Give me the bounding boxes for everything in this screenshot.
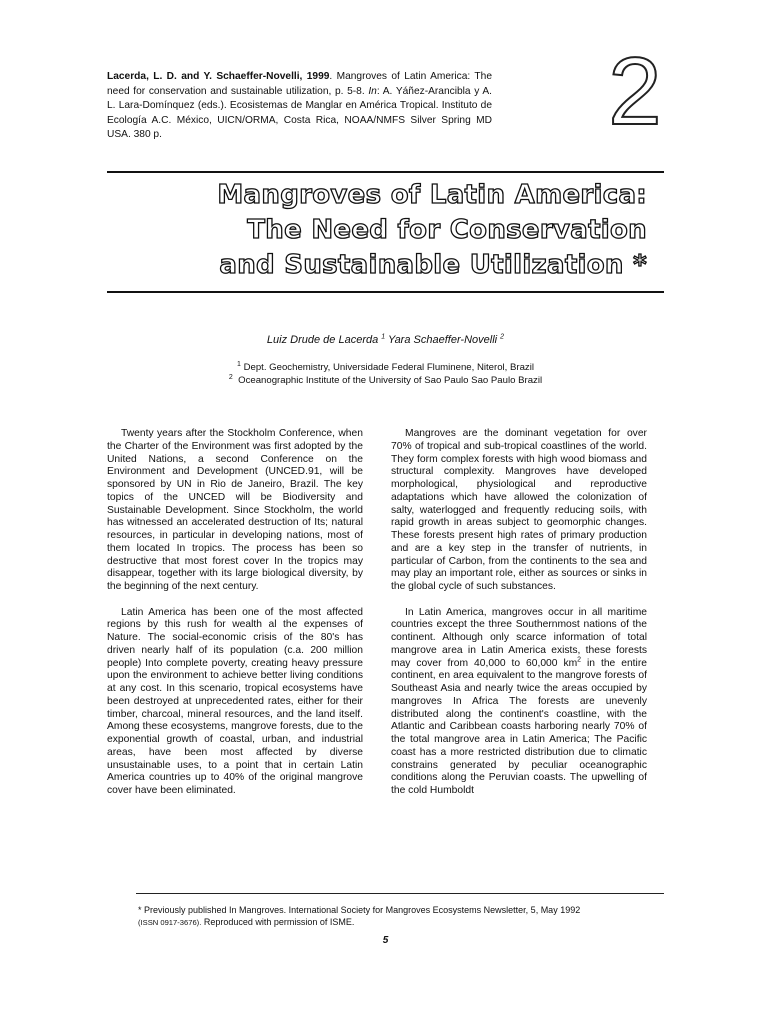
title-line-3: and Sustainable Utilization * [219, 250, 647, 280]
footnote-line-2: (ISSN 0917-3676). Reproduced with permission of ISME. [138, 917, 355, 927]
page-number: 5 [382, 935, 389, 946]
citation [107, 70, 492, 143]
title-rule-bottom [107, 291, 664, 293]
affiliations [107, 361, 664, 387]
citation-authors: Lacerda, L. D. and Y. Schaeffer-Novelli, 1999 [107, 71, 330, 82]
paragraph: In Latin America, mangroves occur in all maritime countries except the three Southernmost nations of the continent. Although only scarce information of total mangrove area in Latin America exists, these forests may cover from 40,000 to 60,000 $km^2$ in the entire continent, en area equivalent to the mangrove forests of Southeast Asia and nearly twice the areas occupied by mangroves In Africa The forests are unevenly distributed along the continent's coastline, with the Atlantic and Caribbean coasts harboring nearly 70% of the total mangrove area in Latin America; The Pacific coast has a more restricted distribution due to climatic constrains generated by peculiar oceanographic conditions along the Peruvian coasts. The upwelling of the cold Humboldt [391, 606, 647, 796]
chapter-number: 2 [608, 38, 662, 145]
citation-in-label: In [368, 85, 377, 97]
citation-text-1: . Mangroves of Latin America: The need for conservation and sustainable utilization, p. 5-8. [107, 71, 492, 97]
author-2: Yara Schaeffer-Novelli [388, 334, 498, 346]
authors [107, 334, 664, 346]
paragraph: Mangroves are the dominant vegetation for over 70% of tropical and sub-tropical coastlines of the world. They form complex forests with high wood biomass and structural complexity. Mangroves have developed morphological, physiological and reproductive adaptations which have allowed the colonization of salty, waterlogged and frequently reducing soils, with rapid growth in areas subject to geomorphic changes. These forests present high rates of primary production and are a key step in the transfer of nutrients, in particular of Carbon, from the continents to the sea and may play an important role, either as sources or sinks in the global cycle of such substances. [391, 428, 647, 592]
article-title [200, 178, 647, 283]
title-rule-top [107, 171, 664, 173]
author-2-sup: 2 [500, 333, 505, 341]
affiliation-2: $^2$ Oceanographic Institute of the University of Sao Paulo Sao Paulo Brazil [228, 373, 543, 386]
author-1-sup: 1 [381, 333, 386, 341]
citation-text-2: : A. Yáñez-Arancibla y A. L. Lara-Domínquez (eds.). Ecosistemas de Manglar en América Tropical. Instituto de Ecología A.C. México, UICN/ORMA, Costa Rica, NOAA/NMFS Silver Spring MD USA. 380 p. [107, 85, 492, 141]
footnote [138, 904, 668, 929]
paragraph: Twenty years after the Stockholm Conference, when the Charter of the Environment was first adopted by the United Nations, a second Conference on the Environment and Development (UNCED.91, will be sponsored by UN in Rio de Janeiro, Brazil. The key topics of the UNCED will be Biodiversity and Sustainable Development. Since Stockholm, the world has witnessed an accelerated destruction of Its; natural resources, in particular in developing nations, most of them located In tropics. The process has been so destructive that most forest cover In the tropics may disappear, together with its large biological diversity, by the beginning of the next century. [107, 428, 363, 592]
footnote-line-1: * Previously published In Mangroves. International Society for Mangroves Ecosystems Newsletter, 5, May 1992 [138, 905, 581, 915]
footnote-rule [136, 893, 664, 894]
title-line-1: Mangroves of Latin America: [217, 180, 647, 210]
body-column-left [107, 428, 363, 811]
body-column-right [391, 428, 647, 811]
paragraph: Latin America has been one of the most affected regions by this rush for wealth al the expenses of Nature. The social-economic crisis of the 80's has driven nearly half of its population (c.a. 200 million people) Into complete poverty, creating heavy pressure upon the environment to achieve better living conditions at any cost. In this scenario, tropical ecosystems have been destroyed at unprecedented rates, either for their timber, charcoal, mineral resources, and the land itself. Among these ecosystems, mangrove forests, due to the exponential growth of coastal, urban, and industrial areas, have been most affected by diverse unsustainable uses, to a point that in certain Latin America countries up to 40% of the original mangrove cover have been eliminated. [107, 606, 363, 796]
affiliation-1: $^1$ Dept. Geochemistry, Universidade Federal Fluminene, Niterol, Brazil [237, 360, 534, 373]
footnote-issn: (ISSN 0917-3676). [138, 918, 202, 927]
title-line-2: The Need for Conservation [247, 215, 647, 245]
author-1: Luiz Drude de Lacerda [266, 334, 379, 346]
